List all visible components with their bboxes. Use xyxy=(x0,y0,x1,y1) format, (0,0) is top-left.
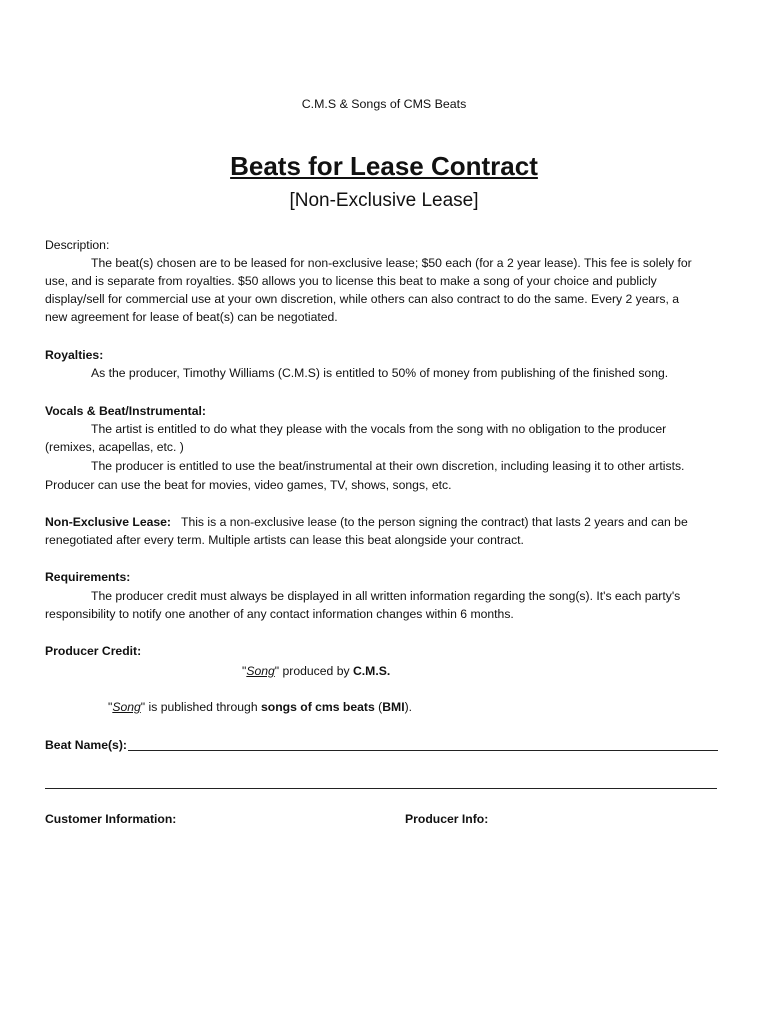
producer-credit-line-2: "Song" is published through songs of cms beats (BMI). xyxy=(108,700,413,714)
requirements-line-1: The producer credit must always be displayed in all written information regarding the song(s). It's each party's xyxy=(91,589,681,603)
page-title: Beats for Lease Contract xyxy=(230,151,538,181)
beat-names-line[interactable] xyxy=(128,750,718,751)
vocals-line-2: (remixes, acapellas, etc. ) xyxy=(45,440,184,454)
company-name: C.M.S & Songs of CMS Beats xyxy=(301,97,467,111)
vocals-heading: Vocals & Beat/Instrumental: xyxy=(45,404,206,418)
producer-info-label: Producer Info: xyxy=(405,812,489,826)
description-heading: Description: xyxy=(45,238,110,252)
producer-credit-line-1: "Song" produced by C.M.S. xyxy=(242,664,391,678)
royalties-line-1: As the producer, Timothy Williams (C.M.S) is entitled to 50% of money from publishing of the finished song. xyxy=(91,366,669,380)
description-line-2: use, and is separate from royalties. $50 allows you to license this beat to make a song of your choice and publicly xyxy=(45,274,657,288)
producer-credit-heading: Producer Credit: xyxy=(45,644,142,658)
non-exclusive-line-1: Non-Exclusive Lease: This is a non-exclusive lease (to the person signing the contract) that lasts 2 years and can be xyxy=(45,513,688,531)
non-exclusive-heading: Non-Exclusive Lease: xyxy=(45,515,171,529)
beat-names-label: Beat Name(s): xyxy=(45,738,127,752)
vocals-line-1: The artist is entitled to do what they please with the vocals from the song with no obligation to the producer xyxy=(91,422,667,436)
description-line-3: display/sell for commercial use at your own discretion, while others can also contract to do the same. Every 2 years, a xyxy=(45,292,680,306)
requirements-line-2: responsibility to notify one another of any contact information changes within 6 months. xyxy=(45,607,514,621)
non-exclusive-line-2: renegotiated after every term. Multiple artists can lease this beat alongside your contract. xyxy=(45,533,524,547)
vocals-line-3: The producer is entitled to use the beat/instrumental at their own discretion, including leasing it to other artists. xyxy=(91,459,685,473)
description-line-1: The beat(s) chosen are to be leased for non-exclusive lease; $50 each (for a 2 year lease). This fee is solely for xyxy=(91,256,692,270)
customer-info-label: Customer Information: xyxy=(45,812,177,826)
royalties-heading: Royalties: xyxy=(45,348,104,362)
requirements-heading: Requirements: xyxy=(45,570,131,584)
beat-names-line-2[interactable] xyxy=(45,788,717,789)
page-subtitle: [Non-Exclusive Lease] xyxy=(289,190,479,211)
vocals-line-4: Producer can use the beat for movies, video games, TV, shows, songs, etc. xyxy=(45,478,452,492)
description-line-4: new agreement for lease of beat(s) can be negotiated. xyxy=(45,310,338,324)
